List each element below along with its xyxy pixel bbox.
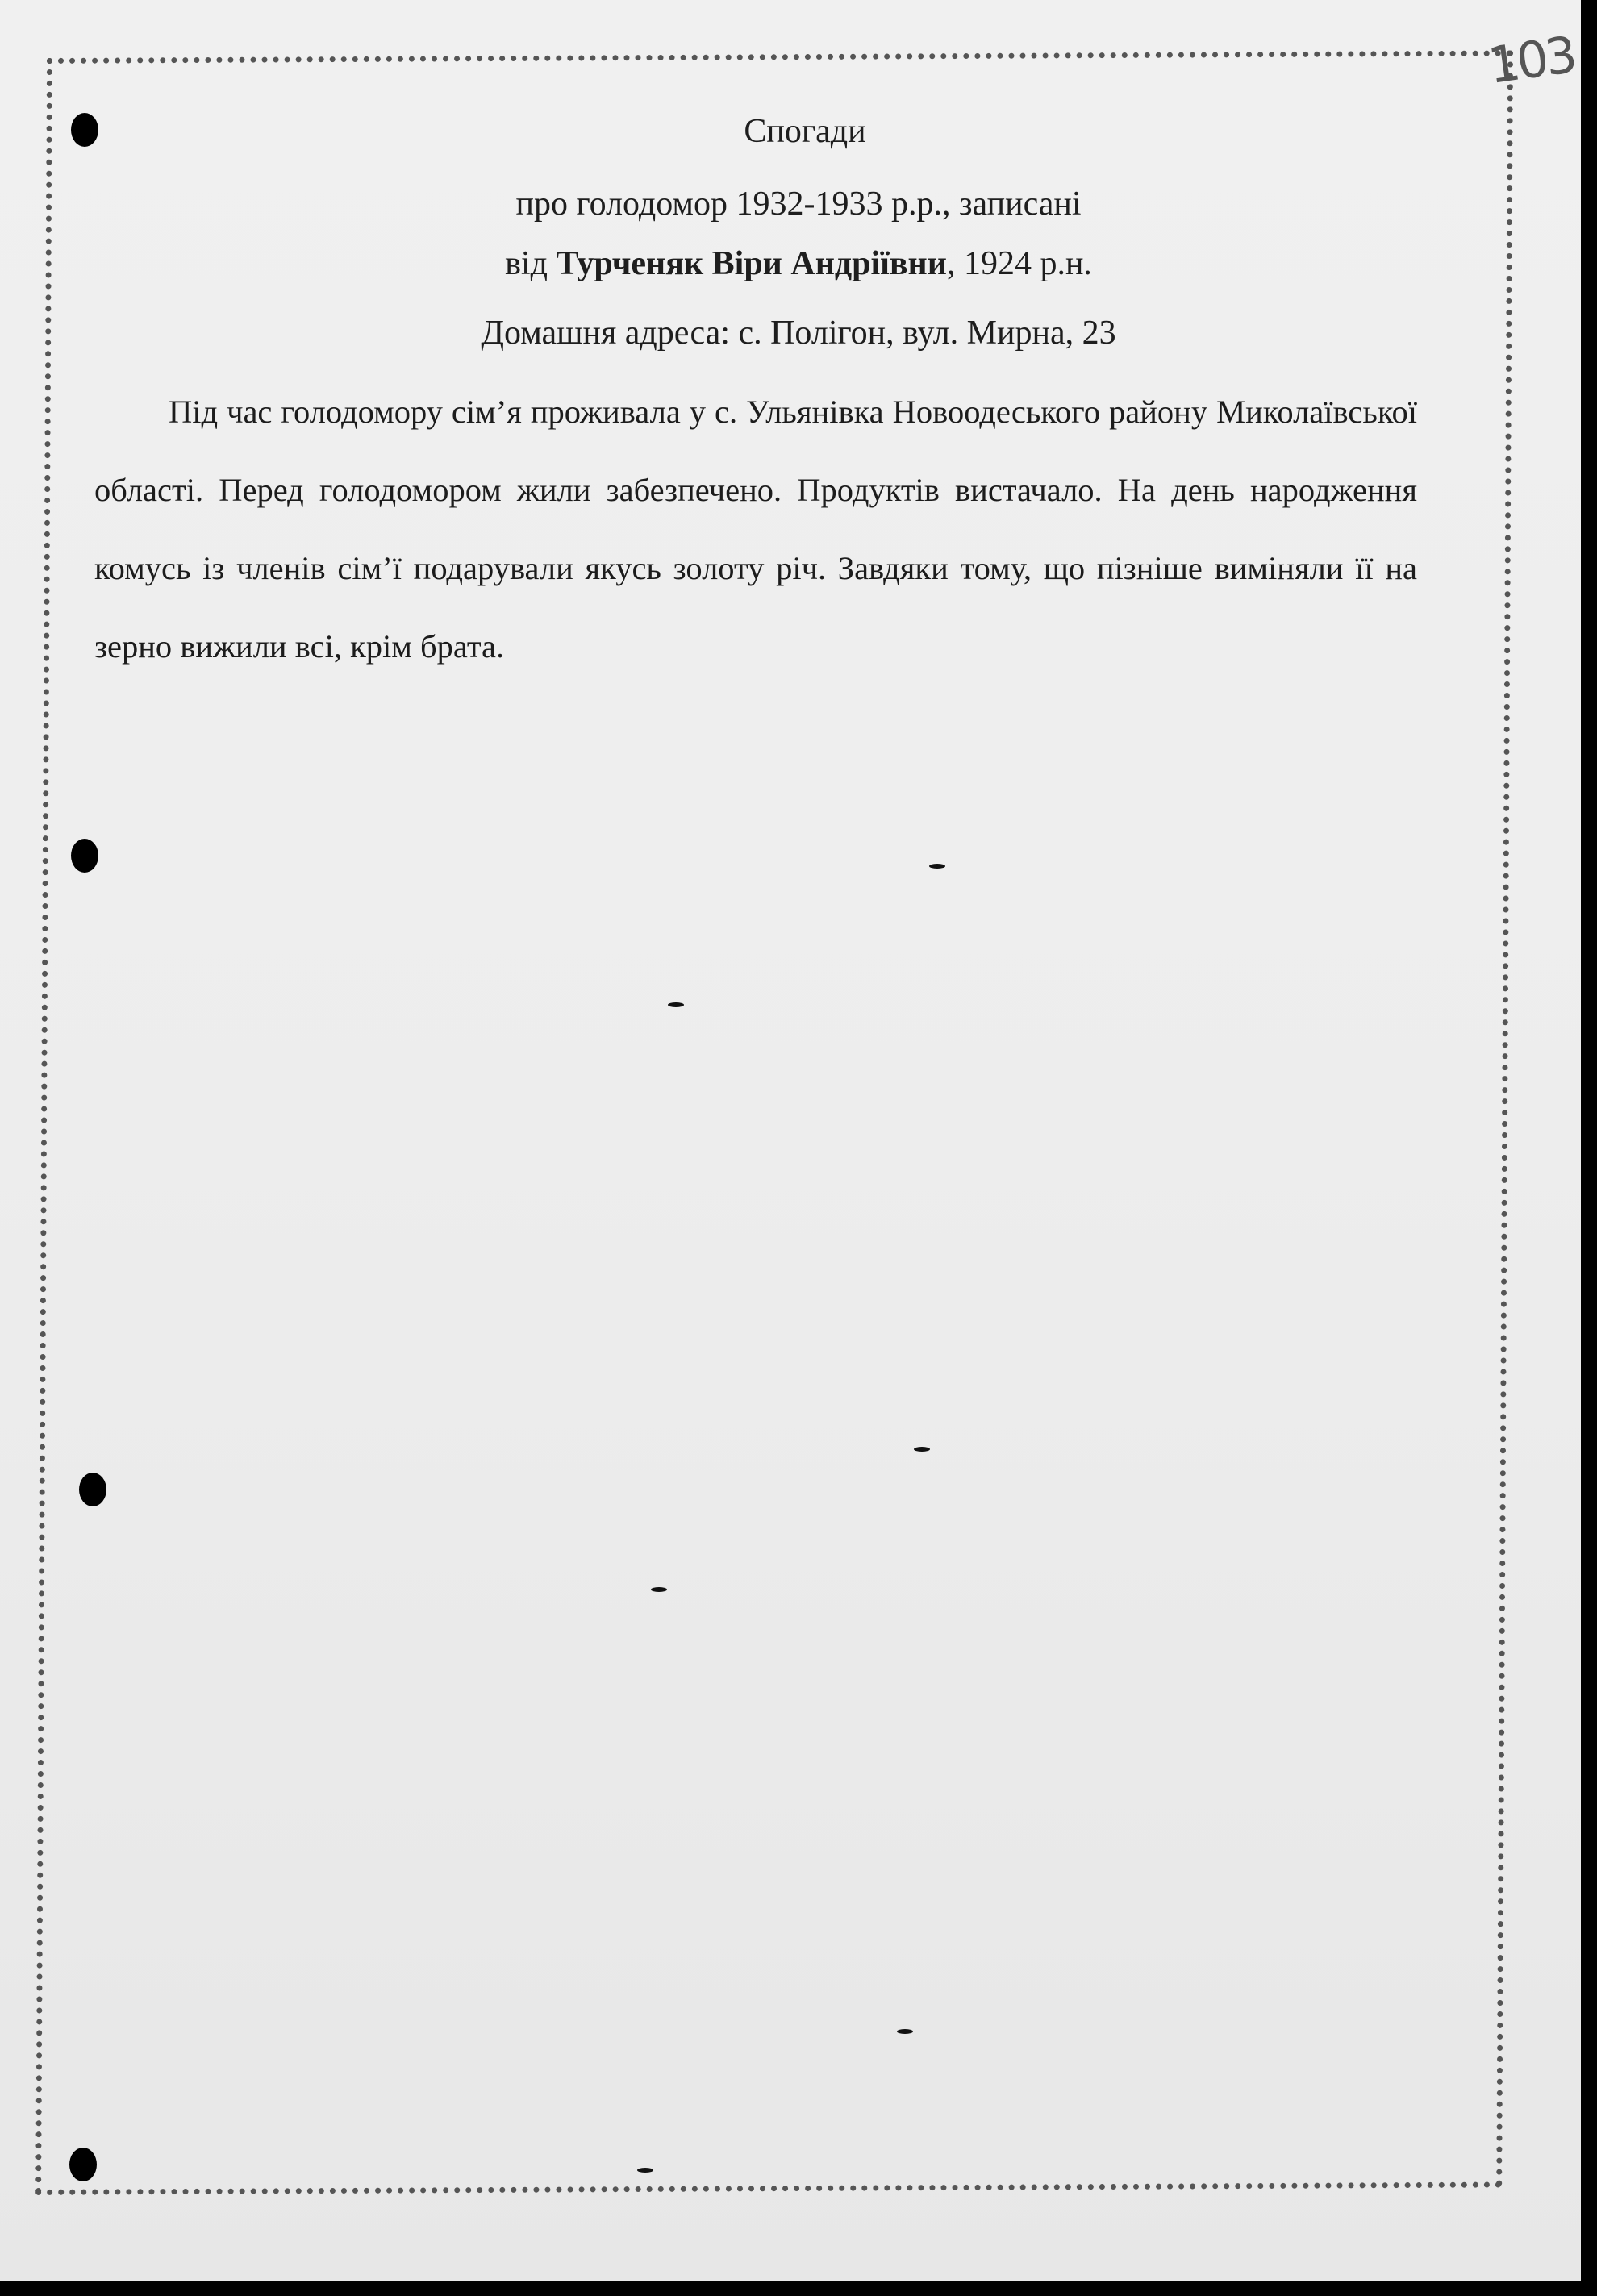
narrator-birth-year: , 1924 р.н. [946,245,1092,282]
punch-hole-4 [69,2148,97,2181]
narrator-name: Турченяк Віри Андріївни [556,245,947,282]
punch-hole-3 [79,1473,106,1506]
document-title: Спогади [744,113,866,150]
scan-speck [929,864,945,869]
document-subtitle: про голодомор 1932-1933 р.р., записані [515,185,1082,223]
narrator-prefix: від [505,245,557,282]
punch-hole-2 [71,839,98,873]
scan-speck [914,1447,930,1452]
handwritten-page-number: 103 [1484,24,1578,96]
scan-speck [651,1587,667,1592]
scan-speck [897,2029,913,2034]
scan-speck [637,2168,653,2173]
home-address: Домашня адреса: с. Полігон, вул. Мирна, 23 [481,315,1116,352]
scan-speck [668,1002,684,1007]
memoir-body-text: Під час голодомору сім’я проживала у с. Ульянівка Новоодеського району Миколаївської області. Перед голодомором жили забезпечено. Продуктів вистачало. На день народження комусь із членів сім’ї подарували якусь золоту річ. Завдяки тому, що пізніше виміняли її на зерно вижили всі, крім брата. [94,394,1417,665]
narrator-line [0,247,1597,281]
